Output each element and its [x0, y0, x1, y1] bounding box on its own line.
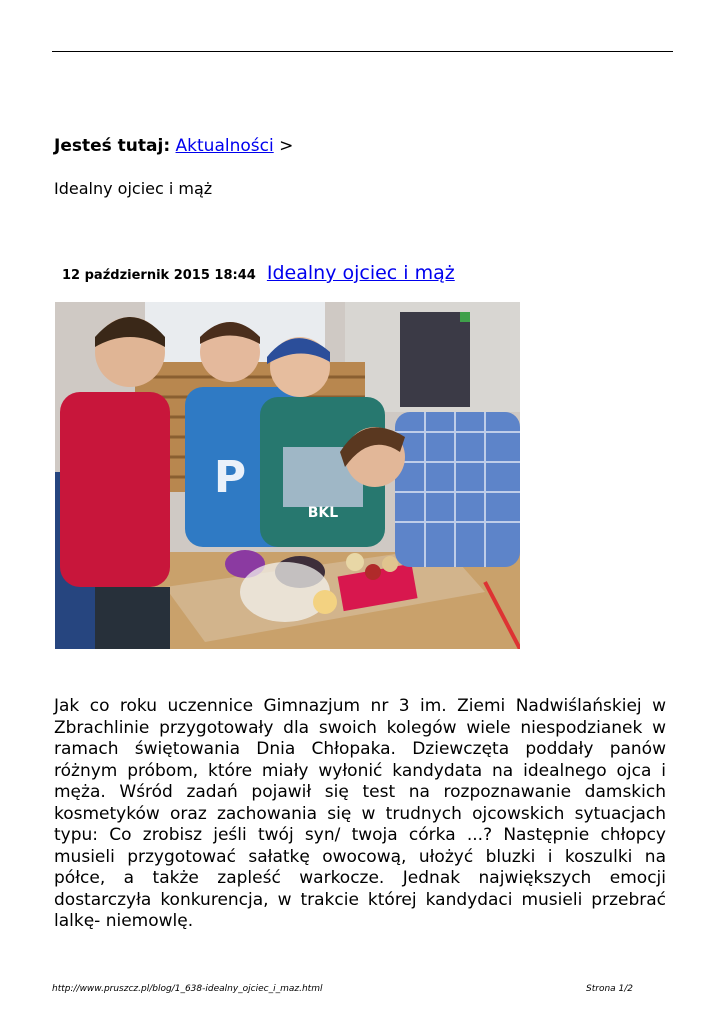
breadcrumb-prefix: Jesteś tutaj:	[54, 136, 171, 156]
breadcrumb-separator: >	[279, 136, 294, 156]
post-date: 12 październik 2015 18:44	[62, 268, 256, 283]
post-header	[62, 262, 455, 284]
breadcrumb-link-aktualnosci[interactable]: Aktualności	[175, 136, 274, 156]
post-body: Jak co roku uczennice Gimnazjum nr 3 im. Ziemi Nadwiślańskiej w Zbrachlinie przygotowały dla swoich kolegów wiele niespodzianek w ramach świętowania Dnia Chłopaka. Dziewczęta poddały panów różnym próbom, które miały wyłonić kandydata na idealnego ojca i męża. Wśród zadań pojawił się test na rozpoznawanie damskich kosmetyków oraz zachowania się w trudnych ojcowskich sytuacjach typu: Co zrobisz jeśli twój syn/ twoja córka ...? Następnie chłopcy musieli przygotować sałatkę owocową, ułożyć bluzki i koszulki na półce, a także zapleść warkocze. Jednak największych emocji dostarczyła konkurencja, w trakcie której kandydaci musieli przebrać lalkę- niemowlę.	[54, 696, 666, 931]
page-title: Idealny ojciec i mąż	[54, 179, 213, 198]
post-title-link[interactable]: Idealny ojciec i mąż	[266, 262, 455, 284]
post-photo	[55, 302, 520, 649]
footer-url: http://www.pruszcz.pl/blog/1_638-idealny_ojciec_i_maz.html	[52, 984, 323, 994]
breadcrumb	[54, 135, 293, 157]
header-rule	[52, 51, 673, 52]
svg-text:P: P	[213, 452, 247, 503]
svg-text:BKL: BKL	[307, 505, 339, 521]
photo-illustration	[55, 302, 520, 649]
footer-page-number: Strona 1/2	[586, 984, 634, 994]
